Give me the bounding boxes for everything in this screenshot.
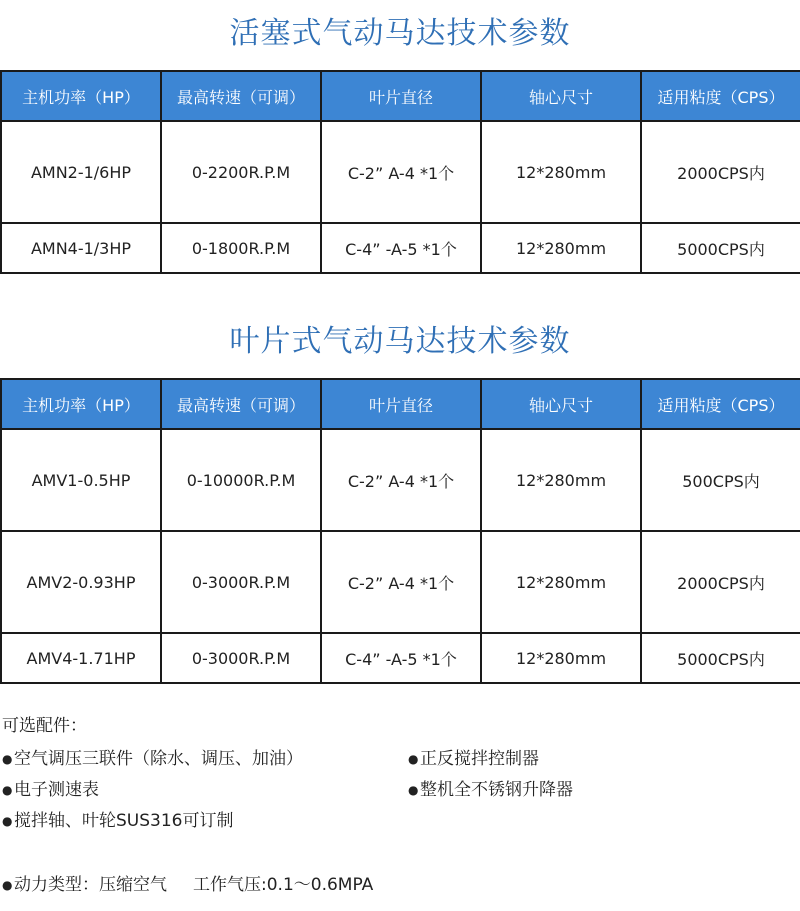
header-viscosity: 适用粘度（CPS） bbox=[641, 379, 800, 429]
cell-viscosity: 500CPS内 bbox=[641, 429, 800, 531]
header-blade-diameter: 叶片直径 bbox=[321, 71, 481, 121]
table-header-row bbox=[1, 379, 800, 429]
cell-blade-diameter: C-4” -A-5 *1个 bbox=[321, 223, 481, 273]
cell-power: AMN2-1/6HP bbox=[1, 121, 161, 223]
cell-shaft-size: 12*280mm bbox=[481, 121, 641, 223]
vane-spec-table bbox=[0, 378, 800, 684]
power-type: 动力类型：压缩空气 bbox=[14, 875, 167, 895]
list-item bbox=[408, 776, 573, 804]
cell-shaft-size: 12*280mm bbox=[481, 633, 641, 683]
header-speed: 最高转速（可调） bbox=[161, 379, 321, 429]
accessory-label: 搅拌轴、叶轮SUS316可订制 bbox=[14, 811, 234, 831]
header-speed: 最高转速（可调） bbox=[161, 71, 321, 121]
cell-shaft-size: 12*280mm bbox=[481, 429, 641, 531]
table-row bbox=[1, 223, 800, 273]
table-row bbox=[1, 633, 800, 683]
bullet-icon: ● bbox=[408, 752, 419, 766]
power-type-line bbox=[2, 871, 373, 899]
cell-speed: 0-2200R.P.M bbox=[161, 121, 321, 223]
cell-viscosity: 2000CPS内 bbox=[641, 121, 800, 223]
piston-spec-table bbox=[0, 70, 800, 274]
cell-viscosity: 5000CPS内 bbox=[641, 223, 800, 273]
bullet-icon: ● bbox=[2, 814, 13, 828]
cell-shaft-size: 12*280mm bbox=[481, 223, 641, 273]
cell-shaft-size: 12*280mm bbox=[481, 531, 641, 633]
working-pressure: 工作气压:0.1～0.6MPA bbox=[193, 875, 374, 895]
accessory-label: 电子测速表 bbox=[14, 780, 99, 800]
cell-blade-diameter: C-4” -A-5 *1个 bbox=[321, 633, 481, 683]
cell-power: AMN4-1/3HP bbox=[1, 223, 161, 273]
accessory-label: 整机全不锈钢升降器 bbox=[420, 780, 573, 800]
cell-speed: 0-3000R.P.M bbox=[161, 531, 321, 633]
header-power: 主机功率（HP） bbox=[1, 379, 161, 429]
table-row bbox=[1, 531, 800, 633]
list-item bbox=[2, 807, 233, 835]
table-row bbox=[1, 121, 800, 223]
cell-power: AMV2-0.93HP bbox=[1, 531, 161, 633]
cell-viscosity: 2000CPS内 bbox=[641, 531, 800, 633]
cell-blade-diameter: C-2” A-4 *1个 bbox=[321, 121, 481, 223]
header-blade-diameter: 叶片直径 bbox=[321, 379, 481, 429]
vane-section-title: 叶片式气动马达技术参数 bbox=[229, 324, 571, 359]
table-row bbox=[1, 429, 800, 531]
table-header-row bbox=[1, 71, 800, 121]
cell-viscosity: 5000CPS内 bbox=[641, 633, 800, 683]
accessory-label: 空气调压三联件（除水、调压、加油） bbox=[14, 749, 303, 769]
cell-speed: 0-3000R.P.M bbox=[161, 633, 321, 683]
header-viscosity: 适用粘度（CPS） bbox=[641, 71, 800, 121]
cell-blade-diameter: C-2” A-4 *1个 bbox=[321, 531, 481, 633]
list-item bbox=[2, 745, 303, 773]
accessory-label: 正反搅拌控制器 bbox=[420, 749, 539, 769]
accessories-heading: 可选配件： bbox=[2, 716, 87, 736]
header-power: 主机功率（HP） bbox=[1, 71, 161, 121]
header-shaft-size: 轴心尺寸 bbox=[481, 71, 641, 121]
list-item bbox=[408, 745, 539, 773]
cell-power: AMV4-1.71HP bbox=[1, 633, 161, 683]
header-shaft-size: 轴心尺寸 bbox=[481, 379, 641, 429]
piston-section-title: 活塞式气动马达技术参数 bbox=[229, 16, 571, 51]
cell-blade-diameter: C-2” A-4 *1个 bbox=[321, 429, 481, 531]
bullet-icon: ● bbox=[2, 878, 13, 892]
bullet-icon: ● bbox=[2, 752, 13, 766]
cell-speed: 0-10000R.P.M bbox=[161, 429, 321, 531]
cell-speed: 0-1800R.P.M bbox=[161, 223, 321, 273]
list-item bbox=[2, 776, 99, 804]
bullet-icon: ● bbox=[408, 783, 419, 797]
bullet-icon: ● bbox=[2, 783, 13, 797]
cell-power: AMV1-0.5HP bbox=[1, 429, 161, 531]
